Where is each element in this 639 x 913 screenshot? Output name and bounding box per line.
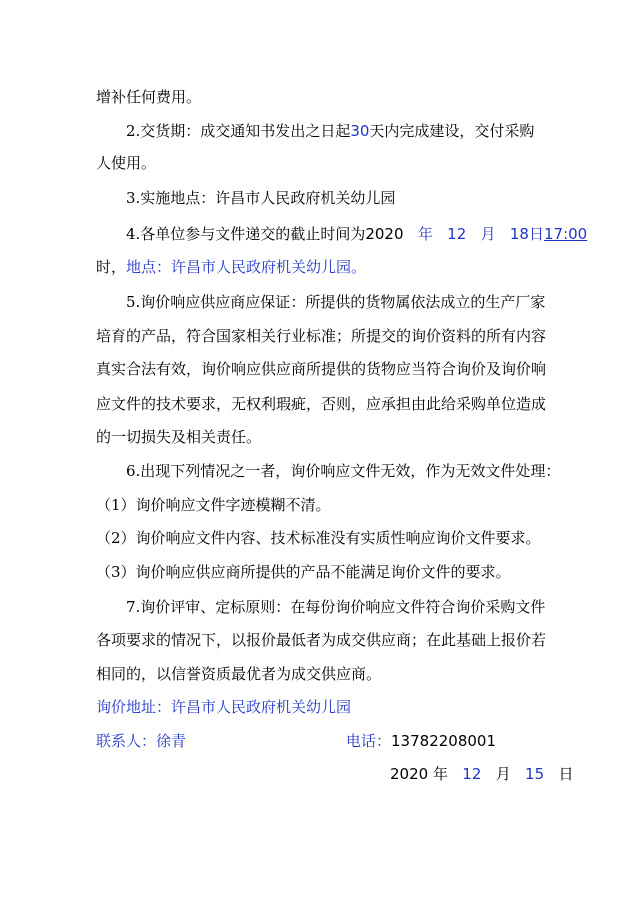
continuation-text: 增补任何费用。 [96,88,202,106]
date-month: 12 [462,765,482,783]
item-5-text-2: 培育的产品，符合国家相关行业标准；所提交的询价资料的所有内容 [96,327,547,345]
item-7-line1 [126,597,545,617]
item-7-line2 [96,630,546,650]
item-2-prefix: 2.交货期：成交通知书发出之日起 [126,122,351,140]
item-6-sub-1-text: （1）询价响应文件字迹模糊不清。 [96,496,331,514]
contact-person-text: 联系人：徐青 [96,732,187,750]
item-6-sub-2-text: （2）询价响应文件内容、技术标准没有实质性响应询价文件要求。 [96,529,541,547]
item-4-location: 地点：许昌市人民政府机关幼儿园。 [126,258,367,276]
item-2-line2-text: 人使用。 [96,154,157,172]
item-7-text-2: 各项要求的情况下，以报价最低者为成交供应商；在此基础上报价若 [96,631,547,649]
date-day: 15 [525,765,545,783]
item-4-time: 17:00 [544,225,588,243]
item-5-text-5: 的一切损失及相关责任。 [96,428,262,446]
item-4-day: 18 [509,225,529,243]
item-6-sub-3-text: （3）询价响应供应商所提供的产品不能满足询价文件的要求。 [96,563,511,581]
item-6-sub-1 [96,495,331,515]
item-3-text: 3.实施地点：许昌市人民政府机关幼儿园 [126,189,396,207]
item-4-line2 [96,257,366,277]
line-continuation [96,87,201,107]
item-4-year: 2020 [365,225,404,243]
document-date [390,764,573,784]
item-7-line3 [96,664,381,684]
item-5-line1 [126,292,545,312]
item-5-text-4: 应文件的技术要求，无权利瑕疵，否则，应承担由此给采购单位造成 [96,395,547,413]
item-6-sub-2 [96,528,541,548]
item-4-deadline [126,224,587,244]
item-6-heading-text: 6.出现下列情况之一者，询价响应文件无效，作为无效文件处理： [126,462,561,480]
item-4-day-unit: 日 [528,225,544,243]
item-4-year-unit: 年 [417,225,433,243]
item-5-text-3: 真实合法有效，询价响应供应商所提供的货物应当符合询价及询价响 [96,360,547,378]
item-5-line3 [96,359,546,379]
item-6-sub-3 [96,562,511,582]
date-year: 2020 [390,765,429,783]
item-2-suffix: 天内完成建设，交付采购 [369,122,535,140]
item-2-line2 [96,153,156,173]
item-4-line2-prefix: 时， [96,258,127,276]
item-5-line4 [96,394,546,414]
item-2-delivery [126,121,534,141]
contact-person [96,731,186,751]
contact-address-text: 询价地址：许昌市人民政府机关幼儿园 [96,698,352,716]
item-3-location [126,188,395,208]
date-year-unit: 年 [432,765,448,783]
item-5-line2 [96,326,546,346]
contact-address [96,697,351,717]
contact-phone [346,731,496,751]
item-7-text-1: 7.询价评审、定标原则：在每份询价响应文件符合询价采购文件 [126,598,546,616]
date-month-unit: 月 [495,765,511,783]
item-2-days: 30 [350,122,370,140]
contact-phone-number: 13782208001 [391,732,496,750]
item-7-text-3: 相同的，以信誉资质最优者为成交供应商。 [96,665,382,683]
item-4-prefix: 4.各单位参与文件递交的截止时间为 [126,225,366,243]
date-day-unit: 日 [558,765,574,783]
item-4-month-unit: 月 [480,225,496,243]
contact-phone-label: 电话： [346,732,392,750]
item-6-heading [126,461,560,481]
item-5-line5 [96,427,261,447]
item-5-text-1: 5.询价响应供应商应保证：所提供的货物属依法成立的生产厂家 [126,293,546,311]
item-4-month: 12 [447,225,467,243]
